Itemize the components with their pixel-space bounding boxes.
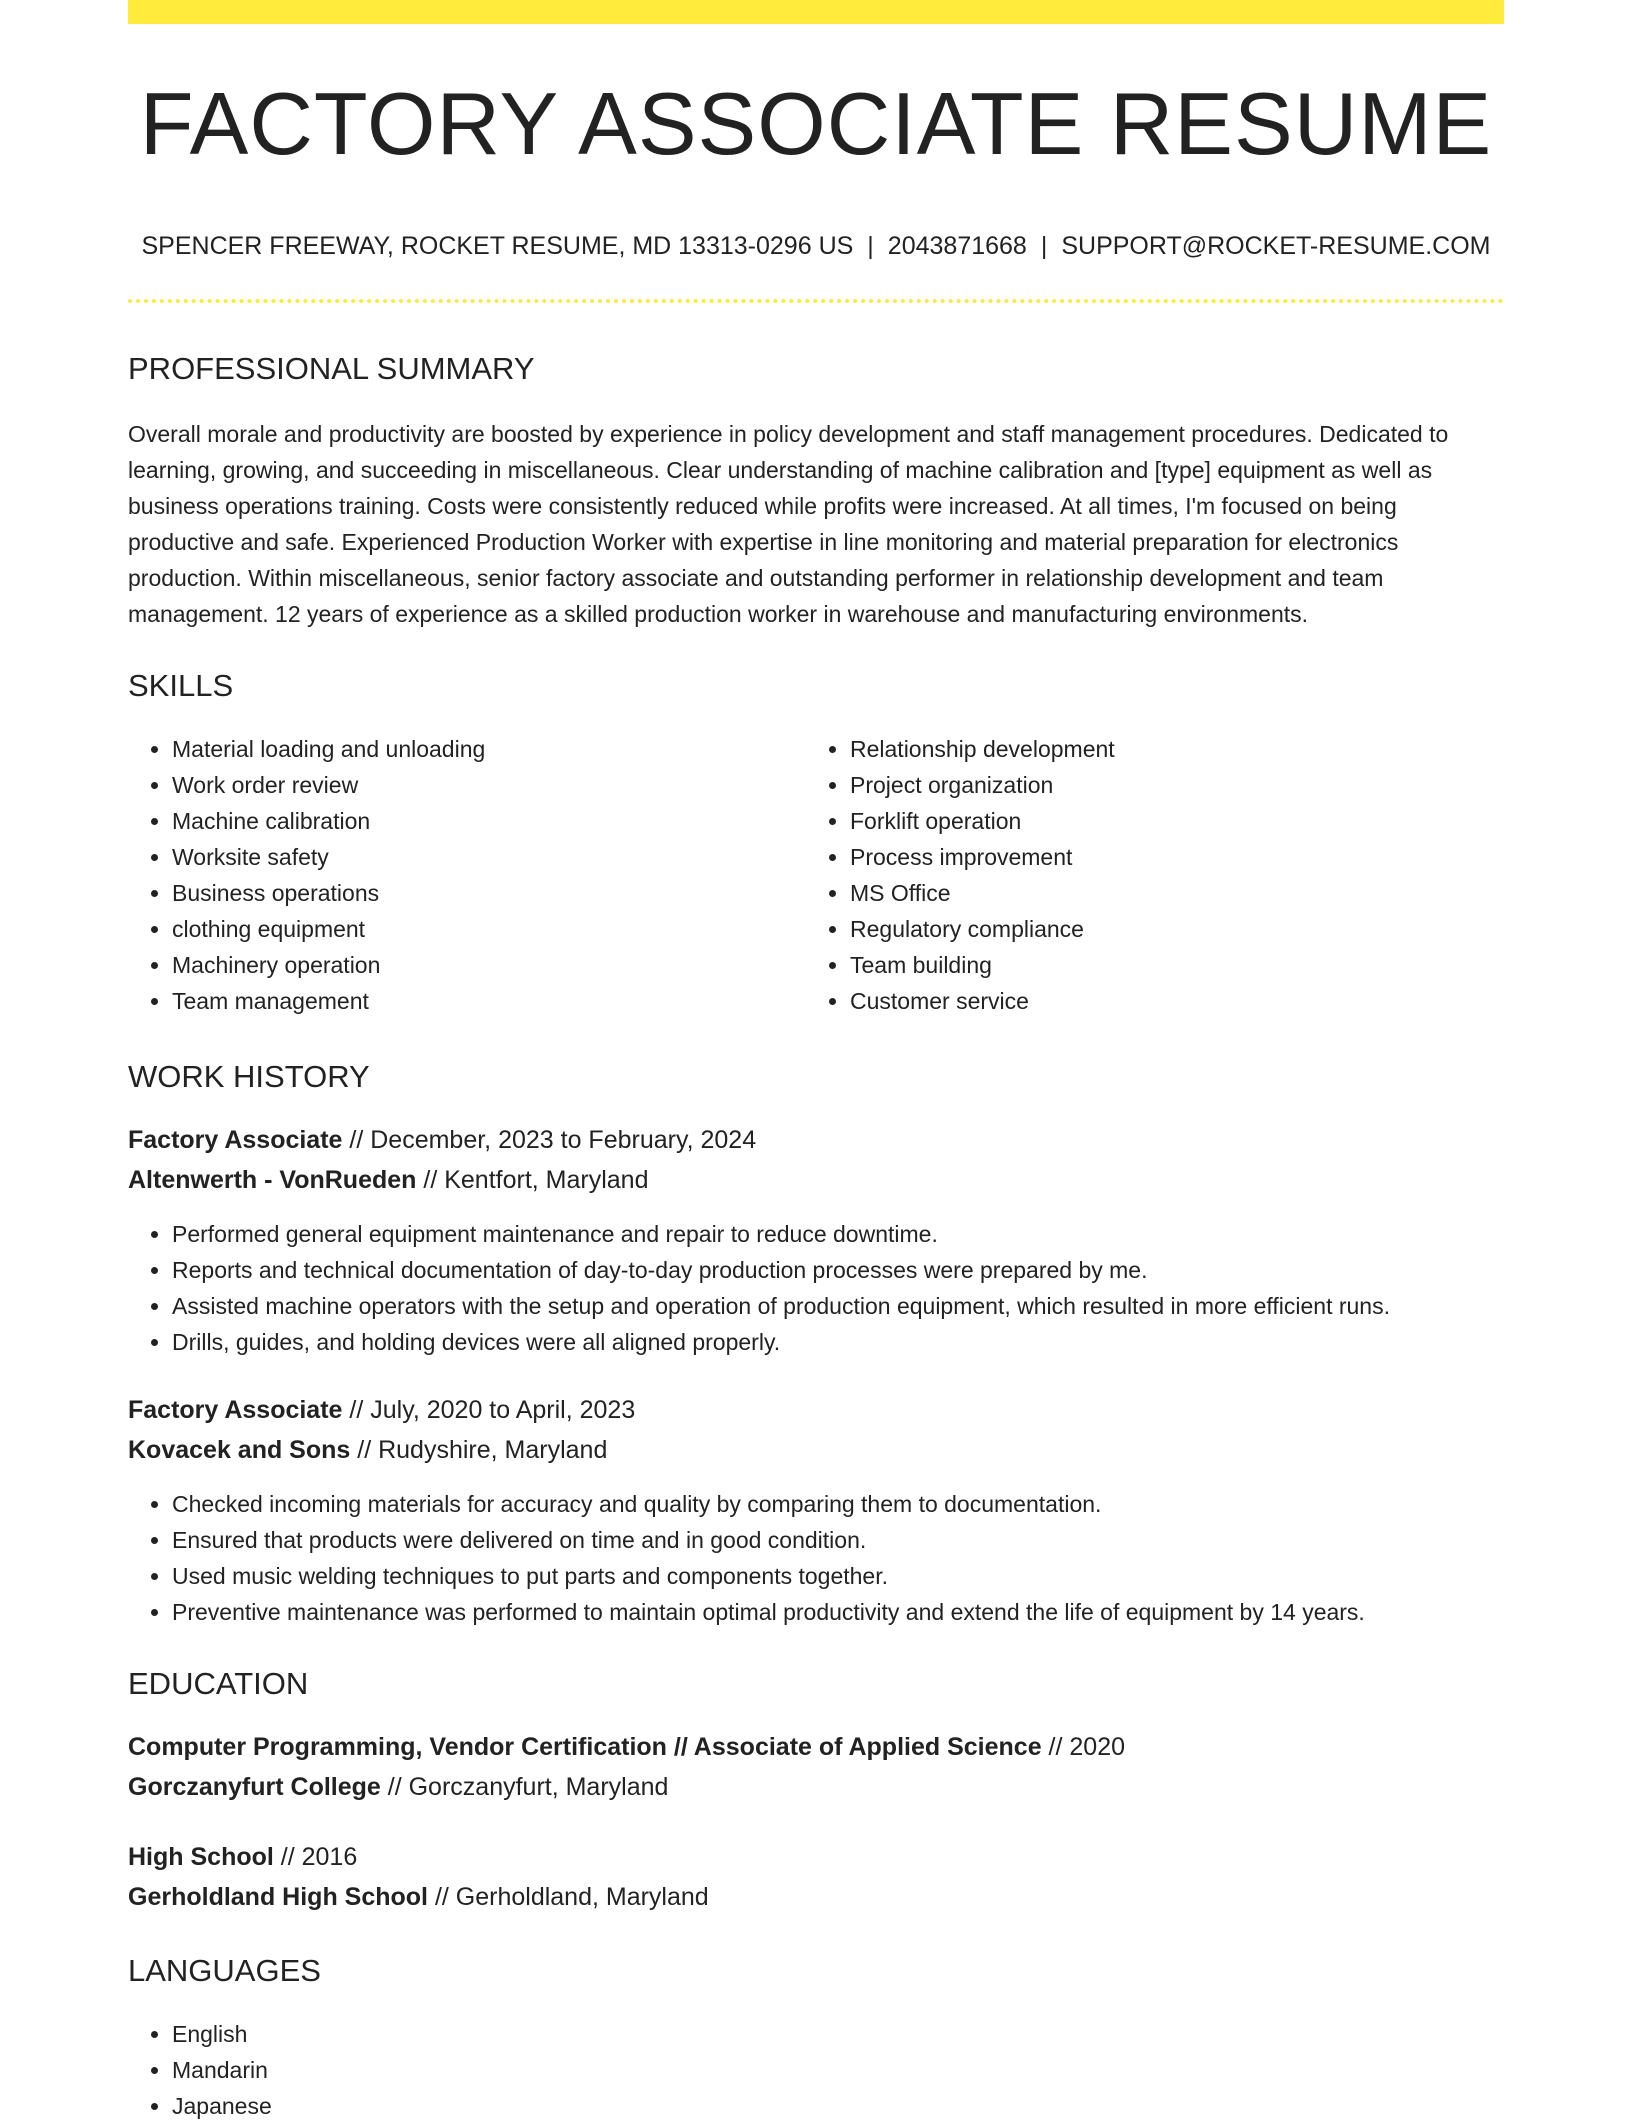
skill-item: • Customer service	[850, 983, 1484, 1019]
education-degree: Computer Programming, Vendor Certification // Associate of Applied Science	[128, 1733, 1042, 1761]
education-school: Gerholdland High School	[128, 1883, 428, 1911]
skills-list	[128, 731, 1504, 1019]
skill-item: • Team building	[850, 947, 1484, 983]
job-bullet: • Preventive maintenance was performed to maintain optimal productivity and extend the life of equipment by 14 years.	[172, 1594, 1504, 1630]
job-bullet: • Checked incoming materials for accuracy and quality by comparing them to documentation.	[172, 1486, 1504, 1522]
languages-heading: LANGUAGES	[128, 1953, 321, 1988]
education-school: Gorczanyfurt College	[128, 1773, 381, 1801]
resume-title: FACTORY ASSOCIATE RESUME	[139, 74, 1493, 173]
job-dates: // December, 2023 to February, 2024	[342, 1126, 757, 1154]
job-company-line	[128, 1430, 1504, 1470]
job-bullet: • Reports and technical documentation of day-to-day production processes were prepared by me.	[172, 1252, 1504, 1288]
education-school-line	[128, 1877, 1504, 1917]
education-entry	[128, 1837, 1504, 1917]
job-title: Factory Associate	[128, 1126, 343, 1154]
contact-separator: |	[867, 232, 874, 260]
skill-item: • Project organization	[850, 767, 1484, 803]
education-degree-line	[128, 1727, 1504, 1767]
job-bullet: • Performed general equipment maintenance and repair to reduce downtime.	[172, 1216, 1504, 1252]
job-title: Factory Associate	[128, 1396, 343, 1424]
job-entry	[128, 1120, 1504, 1360]
skill-item: • Material loading and unloading	[172, 731, 806, 767]
job-location: // Kentfort, Maryland	[416, 1166, 649, 1194]
skill-item: • Forklift operation	[850, 803, 1484, 839]
accent-top-bar	[128, 0, 1504, 24]
job-entry	[128, 1390, 1504, 1630]
skill-item: • Relationship development	[850, 731, 1484, 767]
job-company: Altenwerth - VonRueden	[128, 1166, 417, 1194]
language-item: • English	[172, 2016, 1504, 2052]
education-degree: High School	[128, 1843, 274, 1871]
summary-heading: PROFESSIONAL SUMMARY	[128, 351, 535, 386]
job-bullet: • Assisted machine operators with the setup and operation of production equipment, which resulted in more efficient runs.	[172, 1288, 1504, 1324]
summary-text: Overall morale and productivity are boosted by experience in policy development and staff management procedures. Dedicated to learning, growing, and succeeding in miscellaneous. Clear understanding of machine calibration and [type] equipment as well as business operations training. Costs were consistently reduced while profits were increased. At all times, I'm focused on being productive and safe. Experienced Production Worker with expertise in line monitoring and material preparation for electronics production. Within miscellaneous, senior factory associate and outstanding performer in relationship development and team management. 12 years of experience as a skilled production worker in warehouse and manufacturing environments.	[128, 421, 1449, 627]
job-company-line	[128, 1160, 1504, 1200]
job-bullets	[128, 1486, 1504, 1630]
skill-item: • MS Office	[850, 875, 1484, 911]
skill-item: • Machinery operation	[172, 947, 806, 983]
skill-item: • Work order review	[172, 767, 806, 803]
job-location: // Rudyshire, Maryland	[350, 1436, 608, 1464]
education-school-line	[128, 1767, 1504, 1807]
language-item: • Mandarin	[172, 2052, 1504, 2088]
education-entry	[128, 1727, 1504, 1807]
skill-item: • Worksite safety	[172, 839, 806, 875]
education-location: // Gerholdland, Maryland	[428, 1883, 709, 1911]
skill-item: • Regulatory compliance	[850, 911, 1484, 947]
skill-item: • Process improvement	[850, 839, 1484, 875]
work-history-heading: WORK HISTORY	[128, 1059, 370, 1094]
job-bullet: • Drills, guides, and holding devices were all aligned properly.	[172, 1324, 1504, 1360]
contact-email: SUPPORT@ROCKET-RESUME.COM	[1061, 232, 1491, 260]
job-dates: // July, 2020 to April, 2023	[342, 1396, 636, 1424]
education-year: // 2016	[273, 1843, 358, 1871]
job-bullet: • Used music welding techniques to put parts and components together.	[172, 1558, 1504, 1594]
language-item: • Japanese	[172, 2088, 1504, 2124]
contact-line	[128, 234, 1504, 259]
education-degree-line	[128, 1837, 1504, 1877]
education-location: // Gorczanyfurt, Maryland	[380, 1773, 669, 1801]
skills-column-right	[806, 731, 1484, 1019]
dotted-divider	[128, 299, 1504, 303]
skill-item: • Machine calibration	[172, 803, 806, 839]
skill-item: • Team management	[172, 983, 806, 1019]
education-year: // 2020	[1041, 1733, 1126, 1761]
job-bullets	[128, 1216, 1504, 1360]
education-heading: EDUCATION	[128, 1666, 309, 1701]
job-title-line	[128, 1120, 1504, 1160]
job-title-line	[128, 1390, 1504, 1430]
job-company: Kovacek and Sons	[128, 1436, 351, 1464]
skills-column-left	[128, 731, 806, 1019]
contact-phone: 2043871668	[887, 232, 1027, 260]
job-bullet: • Ensured that products were delivered on time and in good condition.	[172, 1522, 1504, 1558]
languages-list	[128, 2016, 1504, 2124]
contact-separator: |	[1040, 232, 1048, 260]
skills-heading: SKILLS	[128, 668, 234, 703]
resume-page	[128, 0, 1504, 2124]
contact-address: SPENCER FREEWAY, ROCKET RESUME, MD 13313-0296 US	[141, 232, 854, 260]
skill-item: • clothing equipment	[172, 911, 806, 947]
skill-item: • Business operations	[172, 875, 806, 911]
